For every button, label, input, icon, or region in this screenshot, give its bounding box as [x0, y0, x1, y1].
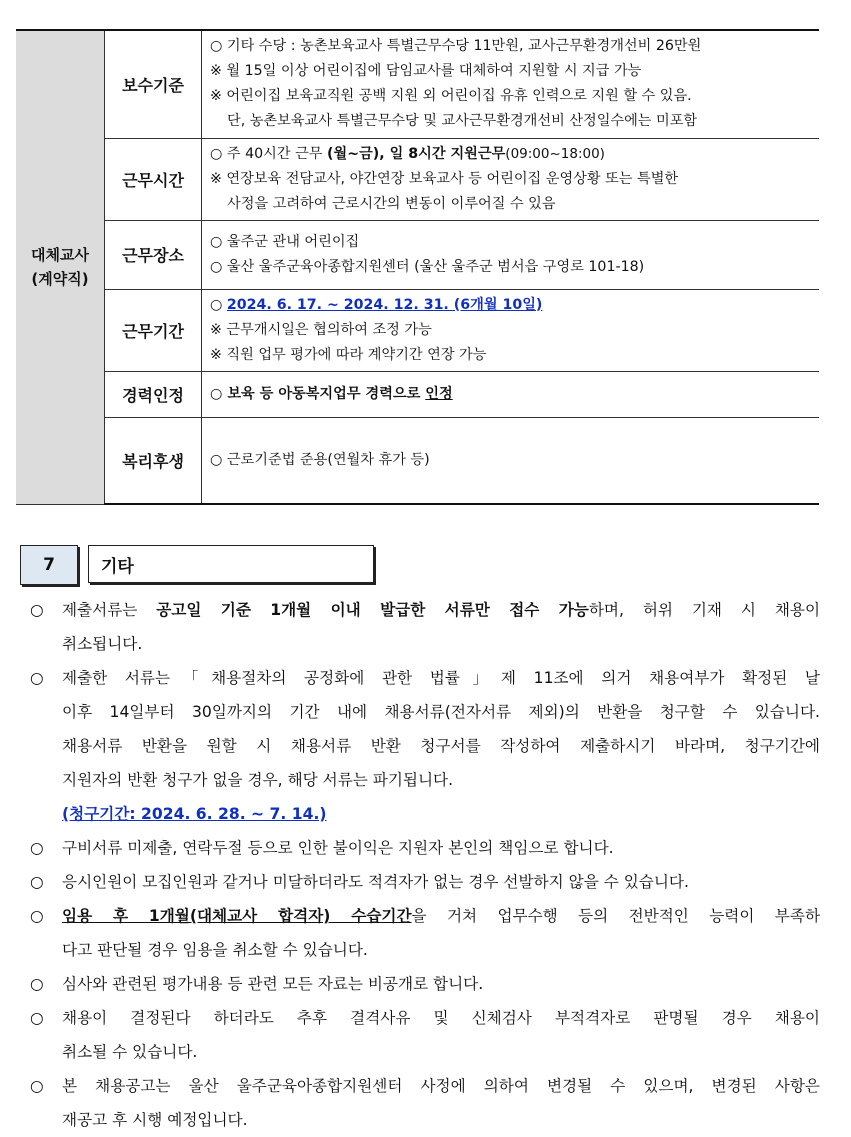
- request-period: (청구기간: 2024. 6. 28. ~ 7. 14.): [62, 805, 327, 823]
- career-value: [202, 371, 820, 417]
- list-item: [30, 661, 820, 831]
- note-line: 다고 판단될 경우 임용을 취소할 수 있습니다.: [62, 941, 368, 959]
- hours-note: ※ 연장보육 전담교사, 야간연장 보육교사 등 어린이집 운영상황 또는 특별한: [210, 170, 679, 187]
- category-label: 대체교사: [31, 246, 89, 265]
- career-recognized: 인정: [425, 385, 453, 402]
- place-line: ○ 울산 울주군육아종합지원센터 (울산 울주군 범서읍 구영로 101-18): [210, 258, 645, 275]
- note-line: 본 채용공고는 울산 울주군육아종합지원센터 사정에 의하여 변경될 수 있으며, 변경된 사항은: [62, 1077, 820, 1095]
- hours-value: [202, 138, 820, 220]
- period-line: [210, 293, 813, 318]
- list-item: [30, 593, 820, 661]
- pay-line: ○ 기타 수당 : 농촌보육교사 특별근무수당 11만원, 교사근무환경개선비 26만원: [210, 38, 702, 55]
- section-title: 기타: [88, 545, 374, 583]
- list-item: [30, 899, 820, 967]
- pay-value: [202, 30, 820, 138]
- pay-label: 보수기준: [105, 30, 202, 138]
- note-line: 심사와 관련된 평가내용 등 관련 모든 자료는 비공개로 합니다.: [62, 975, 484, 993]
- hours-note: 사정을 고려하여 근로시간의 변동이 이루어질 수 있음: [227, 195, 556, 212]
- note-line: [62, 593, 820, 627]
- note-line: 취소됩니다.: [62, 635, 143, 653]
- note-line: 채용서류 반환을 원할 시 채용서류 반환 청구서를 작성하여 제출하시기 바라며, 청구기간에: [62, 737, 820, 755]
- period-note: ※ 근무개시일은 협의하여 조정 가능: [210, 321, 432, 338]
- hours-text: ○ 주 40시간 근무: [210, 145, 327, 162]
- circle-bullet: ○: [30, 1077, 44, 1095]
- list-item: [30, 831, 820, 865]
- note-line: 취소될 수 있습니다.: [62, 1043, 198, 1061]
- note-line: 응시인원이 모집인원과 같거나 미달하더라도 적격자가 없는 경우 선발하지 않을 수 있습니다.: [62, 873, 689, 891]
- circle-bullet: ○: [30, 601, 44, 619]
- probation-text: 임용 후 1개월(대체교사 합격자) 수습기간: [62, 907, 412, 925]
- circle-bullet: ○: [30, 1009, 44, 1027]
- category-sublabel: (계약직): [31, 270, 89, 289]
- period-label: 근무기간: [105, 289, 202, 371]
- note-bold: 공고일 기준 1개월 이내 발급한 서류만 접수 가능: [156, 601, 589, 619]
- welfare-label: 복리후생: [105, 417, 202, 504]
- list-item: [30, 1001, 820, 1069]
- note-line: [62, 899, 820, 933]
- note-line: 구비서류 미제출, 연락두절 등으로 인한 불이익은 지원자 본인의 책임으로 합니다.: [62, 839, 614, 857]
- circle-bullet: ○: [30, 975, 44, 993]
- hours-line: [210, 142, 813, 167]
- hours-bold-text: (월~금), 일 8시간 지원근무: [327, 145, 506, 162]
- note-line: 이후 14일부터 30일까지의 기간 내에 채용서류(전자서류 제외)의 반환을 청구할 수 있습니다.: [62, 703, 820, 721]
- note-line: 제출한 서류는「채용절차의 공정화에 관한 법률」제 11조에 의거 채용여부가 확정된 날: [62, 669, 820, 687]
- period-dates: 2024. 6. 17. ~ 2024. 12. 31. (6개월 10일): [226, 296, 543, 313]
- career-line: [210, 382, 813, 407]
- note-line: 지원자의 반환 청구가 없을 경우, 해당 서류는 파기됩니다.: [62, 771, 454, 789]
- place-label: 근무장소: [105, 220, 202, 289]
- pay-note: 단, 농촌보육교사 특별근무수당 및 교사근무환경개선비 산정일수에는 미포함: [227, 113, 698, 130]
- note-line: 재공고 후 시행 예정입니다.: [62, 1111, 248, 1129]
- welfare-value: [202, 417, 820, 504]
- recruitment-conditions-table: [16, 29, 819, 505]
- list-item: [30, 967, 820, 1001]
- list-item: [30, 865, 820, 899]
- place-line: ○ 울주군 관내 어린이집: [210, 233, 360, 250]
- career-text: ○ 보육 등 아동복지업무 경력으로: [210, 385, 426, 402]
- place-value: [202, 220, 820, 289]
- note-text: 제출서류는: [62, 601, 157, 619]
- hours-label: 근무시간: [105, 138, 202, 220]
- pay-note: ※ 어린이집 보육교직원 공백 지원 외 어린이집 유휴 인력으로 지원 할 수 있음.: [210, 88, 692, 105]
- circle-bullet: ○: [30, 669, 44, 687]
- notes-list: [30, 593, 820, 1137]
- pay-note: ※ 월 15일 이상 어린이집에 담임교사를 대체하여 지원할 시 지급 가능: [210, 63, 642, 80]
- period-value: [202, 289, 820, 371]
- list-item: [30, 1069, 820, 1137]
- note-text: 을 거쳐 업무수행 등의 전반적인 능력이 부족하: [411, 907, 820, 925]
- circle-bullet: ○: [30, 907, 44, 925]
- period-mark: ○: [210, 296, 227, 313]
- welfare-line: ○ 근로기준법 준용(연월차 휴가 등): [210, 451, 430, 468]
- circle-bullet: ○: [30, 839, 44, 857]
- note-text: 하며, 허위 기재 시 채용이: [588, 601, 820, 619]
- circle-bullet: ○: [30, 873, 44, 891]
- period-note: ※ 직원 업무 평가에 따라 계약기간 연장 가능: [210, 346, 487, 363]
- section-number: 7: [20, 545, 78, 585]
- note-line: 채용이 결정된다 하더라도 추후 결격사유 및 신체검사 부적격자로 판명될 경우 채용이: [62, 1009, 820, 1027]
- category-cell: [16, 30, 105, 504]
- hours-time: (09:00~18:00): [505, 145, 605, 162]
- career-label: 경력인정: [105, 371, 202, 417]
